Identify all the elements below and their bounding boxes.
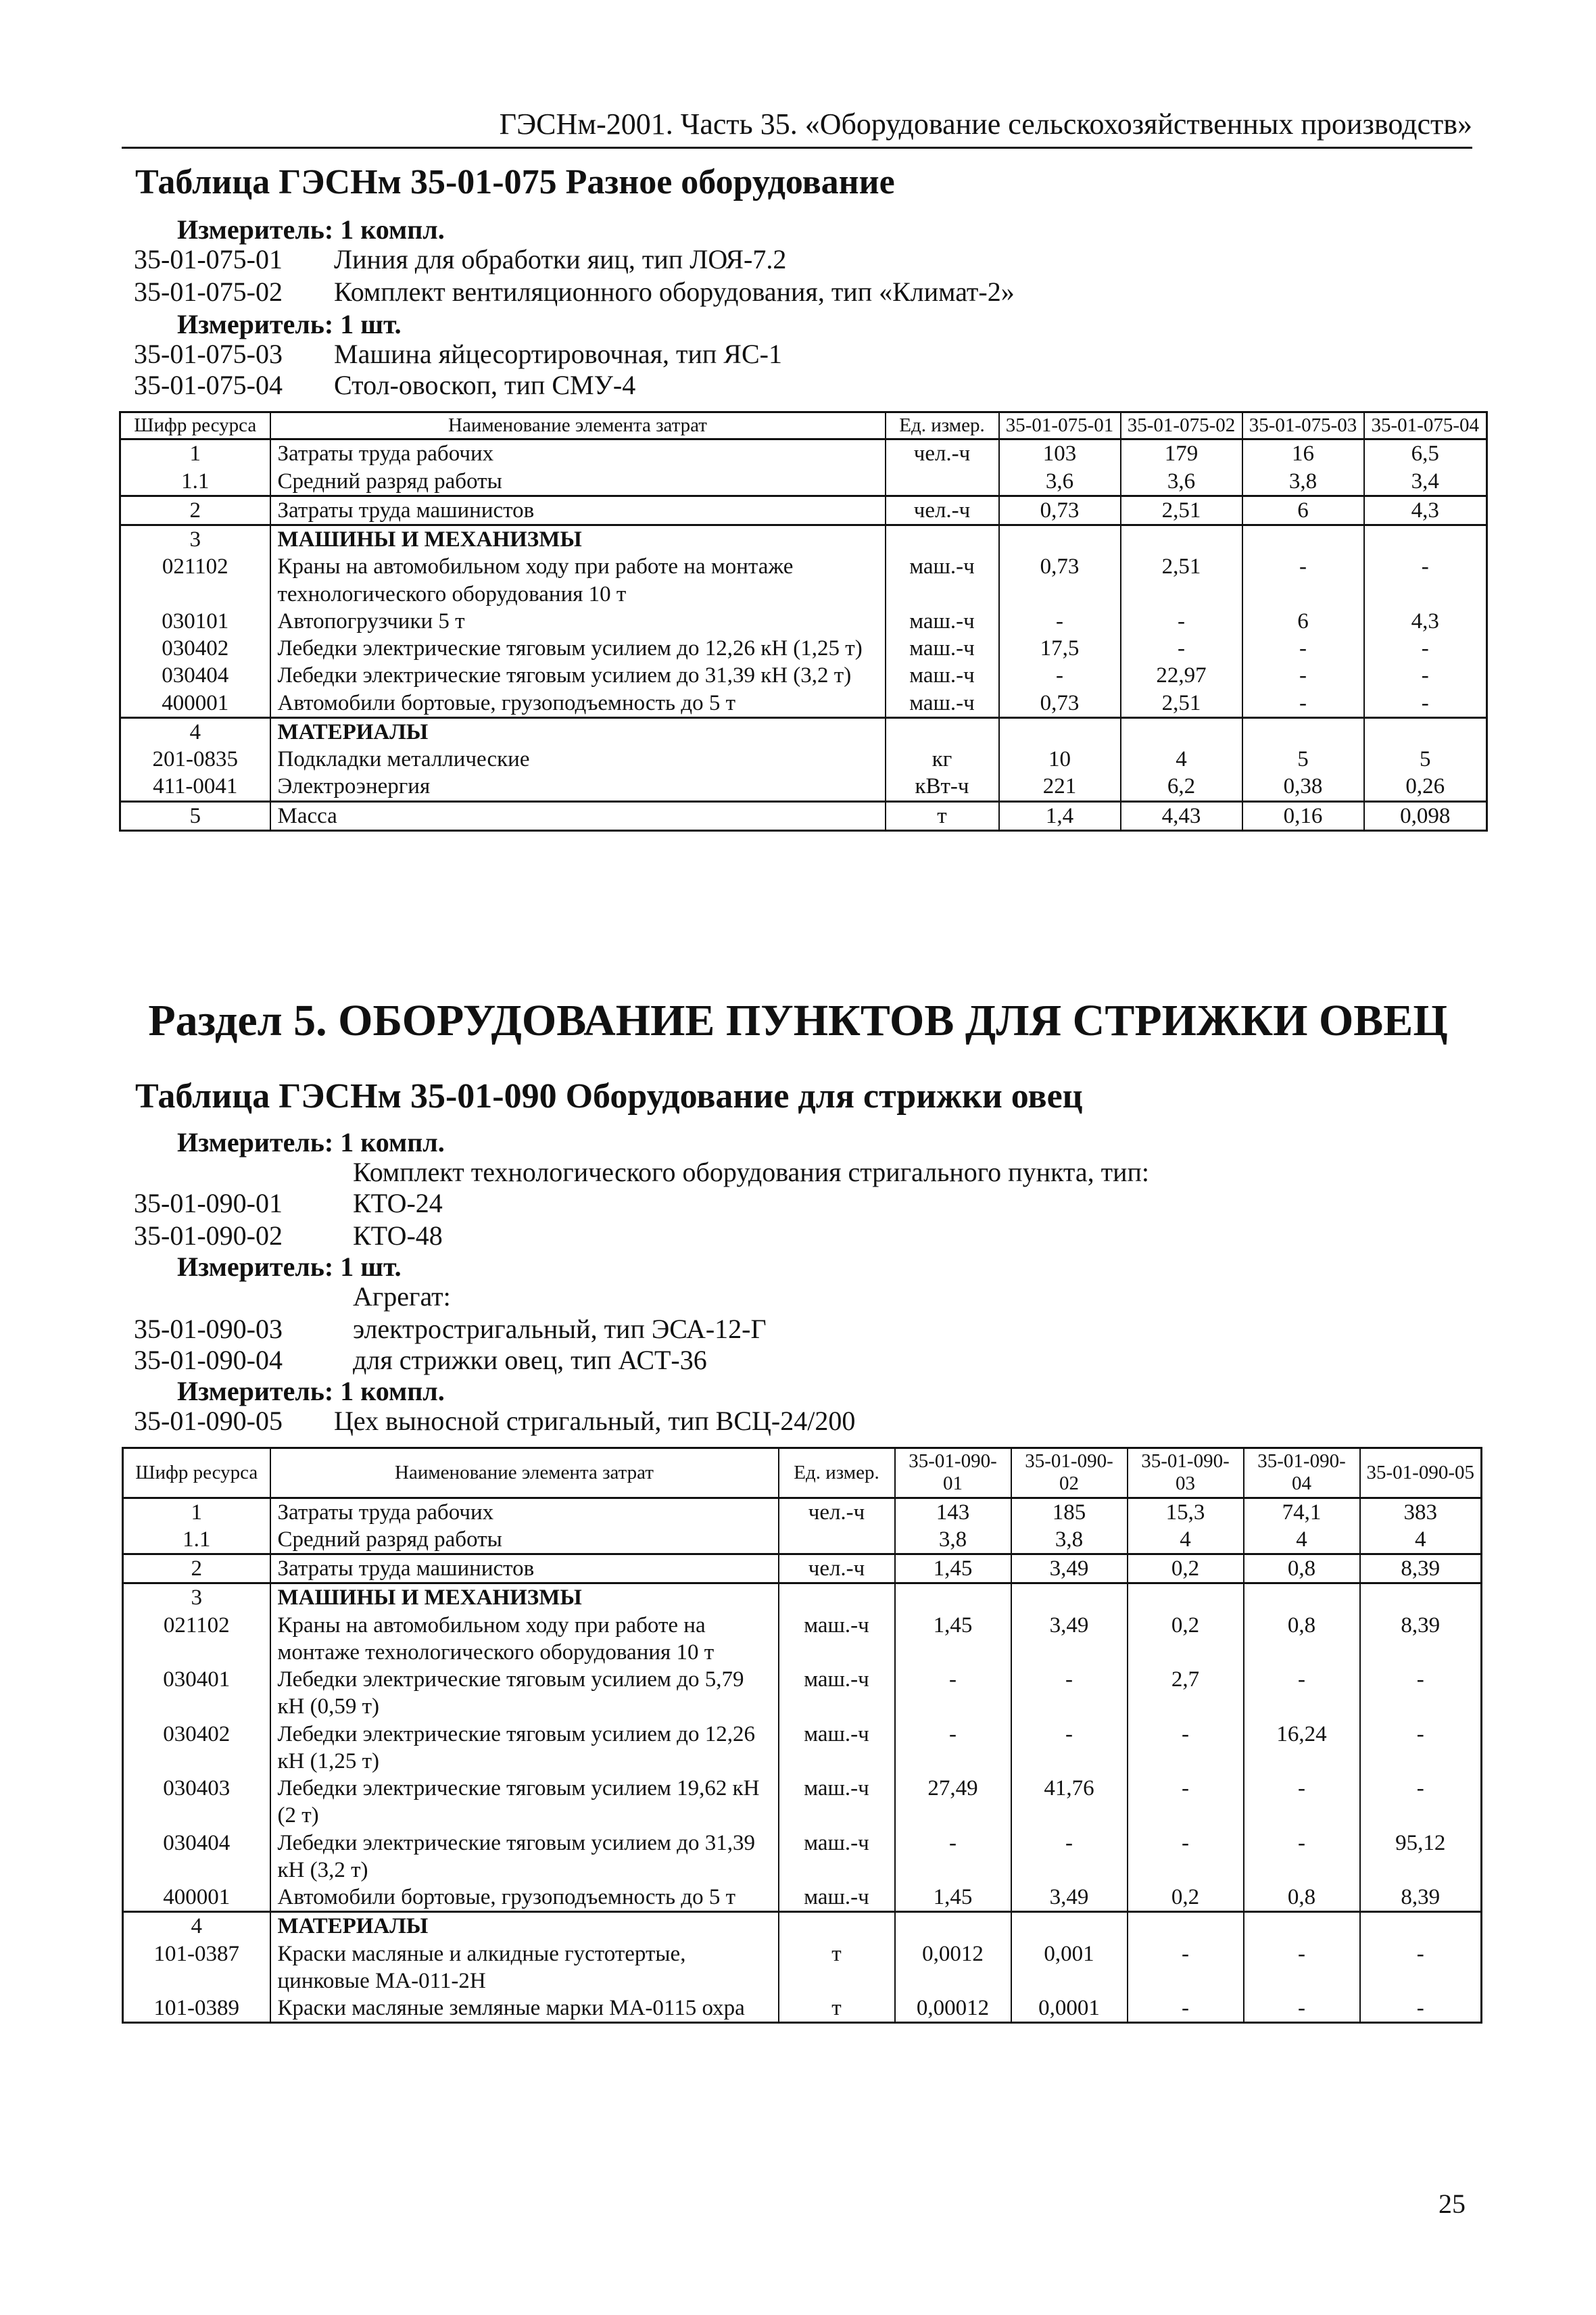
cell-name: Затраты труда рабочих [270,439,886,468]
cell-value: 8,39 [1360,1884,1482,1912]
cell-value: 1,45 [895,1554,1011,1583]
cell-value [1242,717,1364,746]
cell-value: 95,12 [1360,1830,1482,1884]
cell-name: Лебедки электрические тяговым усилием до 5,79 кН (0,59 т) [270,1666,779,1721]
cell-name: Автомобили бортовые, грузоподъемность до 5 т [270,1884,779,1912]
item-text: КТО-48 [353,1220,443,1251]
col-header: 35-01-090-01 [895,1448,1011,1498]
cell-code: 1.1 [120,468,270,496]
item-text: для стрижки овец, тип АСТ-36 [353,1345,707,1375]
item-text: Стол-овоскоп, тип СМУ-4 [334,370,636,400]
cell-value: - [1244,1830,1360,1884]
cell-code: 030402 [123,1721,270,1775]
item-text: Машина яйцесортировочная, тип ЯС-1 [334,339,782,369]
cell-value: 1,45 [895,1612,1011,1667]
cell-value: 2,51 [1121,690,1242,718]
item-text: электростригальный, тип ЭСА-12-Г [353,1314,767,1344]
cell-name: Краски масляные и алкидные густотертые, цинковые МА-011-2Н [270,1940,779,1995]
cell-unit: маш.-ч [779,1884,895,1912]
cell-unit: т [886,801,999,830]
cell-value: - [999,662,1121,689]
cell-value: 3,8 [1242,468,1364,496]
col-header: Шифр ресурса [120,412,270,439]
cell-value: 0,38 [1242,773,1364,801]
item-code: 35-01-090-03 [134,1314,283,1344]
cell-value: 0,8 [1244,1612,1360,1667]
table1-grid [119,411,1488,832]
cell-value: 27,49 [895,1775,1011,1830]
table-row [123,1498,1482,1526]
cell-value: 3,49 [1011,1612,1128,1667]
table2-item [134,1344,1351,1376]
cell-value: 0,73 [999,553,1121,608]
cell-code: 4 [120,717,270,746]
col-header: 35-01-090-05 [1360,1448,1482,1498]
cell-name: МАТЕРИАЛЫ [270,1912,779,1940]
cell-code: 2 [123,1554,270,1583]
cell-code: 030404 [123,1830,270,1884]
cell-value: - [1128,1721,1244,1775]
cell-value: - [1244,1940,1360,1995]
cell-value [1244,1912,1360,1940]
table-row [120,608,1487,635]
table1-item [134,276,1351,308]
cell-value [1364,717,1487,746]
cell-code: 201-0835 [120,746,270,773]
cell-unit: чел.-ч [779,1498,895,1526]
cell-unit: маш.-ч [779,1721,895,1775]
page-number: 25 [1438,2189,1466,2219]
table2-measure-3: Измеритель: 1 компл. [177,1376,445,1406]
cell-name: Масса [270,801,886,830]
cell-unit [886,525,999,554]
cell-name: Лебедки электрические тяговым усилием до 12,26 кН (1,25 т) [270,635,886,662]
cell-value: 4 [1360,1526,1482,1554]
cell-code: 2 [120,496,270,525]
item-text: Цех выносной стригальный, тип ВСЦ-24/200 [334,1406,856,1436]
cell-value: 0,0001 [1011,1995,1128,2023]
cell-unit: маш.-ч [886,662,999,689]
cell-value: 2,51 [1121,496,1242,525]
cell-value: 383 [1360,1498,1482,1526]
table-row [120,439,1487,468]
cell-value: 0,0012 [895,1940,1011,1995]
table1-measure-1: Измеритель: 1 компл. [177,214,445,245]
cell-value: 179 [1121,439,1242,468]
cell-value: 3,6 [1121,468,1242,496]
cell-name: Лебедки электрические тяговым усилием до 31,39 кН (3,2 т) [270,1830,779,1884]
col-header: 35-01-075-02 [1121,412,1242,439]
cell-value [1242,525,1364,554]
cell-value: 143 [895,1498,1011,1526]
table-row [120,717,1487,746]
col-header: Ед. измер. [779,1448,895,1498]
cell-name: Подкладки металлические [270,746,886,773]
cell-value: 74,1 [1244,1498,1360,1526]
table-row [123,1775,1482,1830]
running-header: ГЭСНм-2001. Часть 35. «Оборудование сельскохозяйственных производств» [122,107,1472,149]
cell-name: Автомобили бортовые, грузоподъемность до 5 т [270,690,886,718]
cell-unit: т [779,1995,895,2023]
item-code: 35-01-090-05 [134,1406,283,1436]
table2-header-row [123,1448,1482,1498]
cell-unit: маш.-ч [779,1775,895,1830]
cell-value: 0,001 [1011,1940,1128,1995]
cell-value: 4 [1128,1526,1244,1554]
cell-code: 101-0387 [123,1940,270,1995]
cell-code: 030403 [123,1775,270,1830]
cell-value: - [1244,1775,1360,1830]
cell-unit: кг [886,746,999,773]
cell-unit: маш.-ч [779,1612,895,1667]
cell-name: Лебедки электрические тяговым усилием до 12,26 кН (1,25 т) [270,1721,779,1775]
table-row [120,746,1487,773]
cell-value: - [895,1830,1011,1884]
cell-value [1128,1583,1244,1612]
cell-unit: маш.-ч [886,635,999,662]
cell-code: 030401 [123,1666,270,1721]
cell-value: 6 [1242,608,1364,635]
cell-value: 8,39 [1360,1612,1482,1667]
cell-code: 101-0389 [123,1995,270,2023]
cell-code: 021102 [120,553,270,608]
cell-value: - [1011,1666,1128,1721]
cell-code: 030101 [120,608,270,635]
cell-name: Затраты труда машинистов [270,1554,779,1583]
table-row [120,773,1487,801]
cell-unit [779,1526,895,1554]
cell-value [1360,1912,1482,1940]
cell-value: 15,3 [1128,1498,1244,1526]
cell-value: - [1242,662,1364,689]
cell-value: 1,45 [895,1884,1011,1912]
table-row [120,635,1487,662]
table1-measure-2: Измеритель: 1 шт. [177,309,402,339]
cell-value [1121,525,1242,554]
cell-value [1011,1583,1128,1612]
cell-value: 5 [1242,746,1364,773]
cell-value: - [895,1666,1011,1721]
cell-value: 0,098 [1364,801,1487,830]
table-row [120,553,1487,608]
cell-code: 5 [120,801,270,830]
table1-item [134,243,1351,275]
table-row [123,1830,1482,1884]
cell-value: 0,16 [1242,801,1364,830]
cell-value: - [1011,1721,1128,1775]
cell-code: 400001 [120,690,270,718]
item-text: КТО-24 [353,1188,443,1218]
cell-value: 17,5 [999,635,1121,662]
cell-value: 5 [1364,746,1487,773]
table2-measure-1: Измеритель: 1 компл. [177,1127,445,1158]
cell-code: 3 [120,525,270,554]
cell-value: 3,49 [1011,1554,1128,1583]
cell-unit: кВт-ч [886,773,999,801]
cell-value: - [1360,1775,1482,1830]
table2-grid [122,1447,1482,2024]
table-row [123,1612,1482,1667]
cell-value: 3,49 [1011,1884,1128,1912]
cell-value: - [1121,608,1242,635]
table-row [120,801,1487,830]
cell-unit: маш.-ч [779,1666,895,1721]
table2-intro-1: Комплект технологического оборудования стригального пункта, тип: [353,1157,1150,1187]
cell-value: 4 [1121,746,1242,773]
col-header: Ед. измер. [886,412,999,439]
table-row [123,1995,1482,2023]
item-code: 35-01-090-01 [134,1188,283,1218]
cell-value: 221 [999,773,1121,801]
cell-unit: чел.-ч [886,439,999,468]
cell-value [999,525,1121,554]
cell-value: - [1011,1830,1128,1884]
table2-item [134,1405,1351,1437]
cell-name: Лебедки электрические тяговым усилием 19,62 кН (2 т) [270,1775,779,1830]
cell-value: 0,2 [1128,1554,1244,1583]
cell-name: Краны на автомобильном ходу при работе на монтаже технологического оборудования 10 т [270,1612,779,1667]
cell-value: 22,97 [1121,662,1242,689]
cell-value: - [999,608,1121,635]
cell-unit [886,468,999,496]
cell-value: 0,8 [1244,1554,1360,1583]
table-row [123,1721,1482,1775]
cell-value: - [1360,1721,1482,1775]
cell-value: 0,2 [1128,1612,1244,1667]
table1-item [134,338,1351,370]
col-header: 35-01-075-01 [999,412,1121,439]
cell-value: - [1360,1666,1482,1721]
cell-code: 1 [120,439,270,468]
cell-value: 103 [999,439,1121,468]
cell-value: 3,6 [999,468,1121,496]
cell-unit [779,1583,895,1612]
table2-measure-2: Измеритель: 1 шт. [177,1251,402,1282]
cell-code: 021102 [123,1612,270,1667]
cell-value [1360,1583,1482,1612]
cell-value: 2,7 [1128,1666,1244,1721]
table2-item [134,1220,1351,1251]
cell-value: 0,8 [1244,1884,1360,1912]
cell-value: 0,00012 [895,1995,1011,2023]
cell-value [895,1912,1011,1940]
cell-value: 4,3 [1364,496,1487,525]
table-row [120,662,1487,689]
cell-value: 0,26 [1364,773,1487,801]
cell-unit [779,1912,895,1940]
cell-value: - [1360,1940,1482,1995]
cell-value: 4 [1244,1526,1360,1554]
table1-item [134,369,1351,401]
item-code: 35-01-090-04 [134,1345,283,1375]
cell-unit: т [779,1940,895,1995]
cell-unit: маш.-ч [886,690,999,718]
cell-name: Лебедки электрические тяговым усилием до 31,39 кН (3,2 т) [270,662,886,689]
cell-value: 41,76 [1011,1775,1128,1830]
col-header: 35-01-090-03 [1128,1448,1244,1498]
cell-value: - [1244,1995,1360,2023]
cell-value [1364,525,1487,554]
col-header: Шифр ресурса [123,1448,270,1498]
table-row [123,1583,1482,1612]
cell-value [1121,717,1242,746]
cell-code: 030402 [120,635,270,662]
col-header: Наименование элемента затрат [270,1448,779,1498]
table-row [120,496,1487,525]
cell-value: 2,51 [1121,553,1242,608]
cell-value: 3,4 [1364,468,1487,496]
cell-value: - [1128,1995,1244,2023]
cell-unit: чел.-ч [779,1554,895,1583]
cell-value: - [1121,635,1242,662]
cell-value: - [1128,1940,1244,1995]
cell-value: 1,4 [999,801,1121,830]
cell-value [1128,1912,1244,1940]
cell-value: 4,43 [1121,801,1242,830]
table-row [120,468,1487,496]
table-row [123,1912,1482,1940]
cell-value: - [1128,1775,1244,1830]
item-text: Комплект вентиляционного оборудования, тип «Климат-2» [334,277,1015,307]
item-code: 35-01-075-01 [134,244,283,275]
cell-name: Краски масляные земляные марки МА-0115 охра [270,1995,779,2023]
table2-title: Таблица ГЭСНм 35-01-090 Оборудование для стрижки овец [135,1077,1083,1116]
col-header: Наименование элемента затрат [270,412,886,439]
cell-name: Автопогрузчики 5 т [270,608,886,635]
cell-unit: маш.-ч [886,553,999,608]
cell-value: 10 [999,746,1121,773]
cell-code: 400001 [123,1884,270,1912]
cell-value: - [1364,662,1487,689]
cell-name: Средний разряд работы [270,468,886,496]
table2-intro-2: Агрегат: [353,1281,451,1312]
col-header: 35-01-090-04 [1244,1448,1360,1498]
cell-unit [886,717,999,746]
cell-value: - [1242,690,1364,718]
table-row [123,1526,1482,1554]
cell-code: 4 [123,1912,270,1940]
cell-name: Средний разряд работы [270,1526,779,1554]
table-row [120,525,1487,554]
cell-value: - [1364,635,1487,662]
cell-value: - [1364,690,1487,718]
cell-value: - [895,1721,1011,1775]
cell-value: 3,8 [1011,1526,1128,1554]
cell-value: 8,39 [1360,1554,1482,1583]
cell-code: 1.1 [123,1526,270,1554]
cell-value [895,1583,1011,1612]
table2-item [134,1187,1351,1219]
cell-name: Затраты труда рабочих [270,1498,779,1526]
cell-value [1011,1912,1128,1940]
cell-value [999,717,1121,746]
cell-value: - [1242,553,1364,608]
cell-value: 6 [1242,496,1364,525]
cell-value: 185 [1011,1498,1128,1526]
section-title: Раздел 5. ОБОРУДОВАНИЕ ПУНКТОВ ДЛЯ СТРИЖКИ ОВЕЦ [148,996,1448,1045]
cell-value: - [1360,1995,1482,2023]
table-row [123,1554,1482,1583]
cell-name: Электроэнергия [270,773,886,801]
col-header: 35-01-075-04 [1364,412,1487,439]
cell-value: 0,73 [999,496,1121,525]
item-code: 35-01-075-02 [134,277,283,307]
cell-value: 6,5 [1364,439,1487,468]
item-code: 35-01-090-02 [134,1220,283,1251]
cell-value: - [1364,553,1487,608]
table1-header-row [120,412,1487,439]
cell-value: 3,8 [895,1526,1011,1554]
cell-name: МАШИНЫ И МЕХАНИЗМЫ [270,525,886,554]
table2-item [134,1313,1351,1345]
cell-code: 1 [123,1498,270,1526]
cell-code: 411-0041 [120,773,270,801]
cell-value: - [1244,1666,1360,1721]
cell-value: 0,2 [1128,1884,1244,1912]
table-row [123,1884,1482,1912]
cell-unit: маш.-ч [779,1830,895,1884]
table-row [120,690,1487,718]
cell-value: 6,2 [1121,773,1242,801]
cell-value: 0,73 [999,690,1121,718]
cell-code: 3 [123,1583,270,1612]
cell-value: 4,3 [1364,608,1487,635]
cell-name: Затраты труда машинистов [270,496,886,525]
item-code: 35-01-075-03 [134,339,283,369]
item-code: 35-01-075-04 [134,370,283,400]
table-row [123,1940,1482,1995]
col-header: 35-01-075-03 [1242,412,1364,439]
cell-name: МАТЕРИАЛЫ [270,717,886,746]
table1-title: Таблица ГЭСНм 35-01-075 Разное оборудование [135,163,895,201]
cell-code: 030404 [120,662,270,689]
item-text: Линия для обработки яиц, тип ЛОЯ-7.2 [334,244,787,275]
cell-unit: маш.-ч [886,608,999,635]
cell-value: 16 [1242,439,1364,468]
cell-value [1244,1583,1360,1612]
cell-value: 16,24 [1244,1721,1360,1775]
cell-name: Краны на автомобильном ходу при работе на монтаже технологического оборудования 10 т [270,553,886,608]
cell-value: - [1242,635,1364,662]
table-row [123,1666,1482,1721]
cell-name: МАШИНЫ И МЕХАНИЗМЫ [270,1583,779,1612]
cell-unit: чел.-ч [886,496,999,525]
col-header: 35-01-090-02 [1011,1448,1128,1498]
cell-value: - [1128,1830,1244,1884]
